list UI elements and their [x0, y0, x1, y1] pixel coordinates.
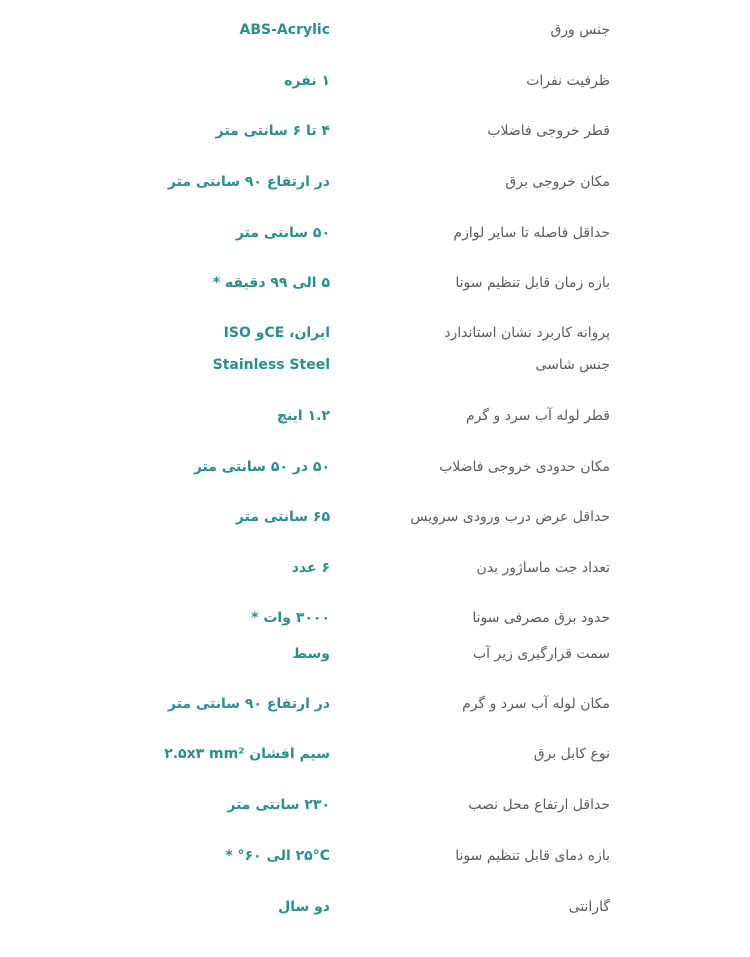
spec-label: مکان حدودی خروجی فاضلاب	[439, 459, 610, 475]
spec-label: حداقل ارتفاع محل نصب	[468, 797, 610, 813]
spec-value: ۲۳۰ سانتی متر	[227, 797, 330, 813]
spec-label: بازه زمان قابل تنظیم سونا	[455, 275, 610, 291]
spec-value: ۳۰۰۰ وات *	[251, 610, 330, 626]
spec-row-seat-side	[0, 642, 750, 666]
spec-label: قطر لوله آب سرد و گرم	[466, 408, 610, 424]
spec-row-sauna-time-range	[0, 271, 750, 295]
spec-label: حدود برق مصرفی سونا	[472, 610, 610, 626]
spec-label: گارانتی	[568, 899, 610, 915]
spec-value: دو سال	[278, 899, 330, 915]
spec-row-drain-approx-location	[0, 455, 750, 479]
spec-value: ۱ نفره	[284, 73, 330, 89]
spec-value: ۲۵°C الی ۶۰° *	[225, 848, 330, 864]
spec-label: حداقل فاصله تا سایر لوازم	[453, 225, 610, 241]
spec-value: وسط	[292, 646, 330, 662]
spec-row-sauna-temp-range	[0, 844, 750, 868]
spec-label: ظرفیت نفرات	[526, 73, 610, 89]
spec-row-capacity	[0, 69, 750, 93]
spec-row-water-pipe-location	[0, 692, 750, 716]
spec-label: جنس ورق	[550, 22, 610, 38]
spec-value: ۱.۲ اینچ	[276, 408, 330, 424]
spec-value: ۵ الی ۹۹ دقیقه *	[212, 275, 330, 291]
spec-row-water-pipe-diameter	[0, 404, 750, 428]
spec-label: سمت قرارگیری زیر آب	[472, 646, 610, 662]
spec-value: ۶۵ سانتی متر	[235, 509, 330, 525]
spec-value: ۶ عدد	[291, 560, 330, 576]
spec-label: مکان لوله آب سرد و گرم	[462, 696, 610, 712]
spec-value: ۴ تا ۶ سانتی متر	[215, 123, 330, 139]
spec-label: حداقل عرض درب ورودی سرویس	[410, 509, 610, 525]
spec-value: سیم افشان ۲.۵x۳ mm²	[164, 746, 330, 762]
spec-row-power-consumption	[0, 606, 750, 630]
spec-row-min-clearance	[0, 221, 750, 245]
spec-row-massage-jets	[0, 556, 750, 580]
spec-row-chassis-material	[0, 353, 750, 377]
spec-label: تعداد جت ماساژور بدن	[476, 560, 610, 576]
spec-row-standard-certificates	[0, 321, 750, 345]
spec-label: بازه دمای قابل تنظیم سونا	[455, 848, 610, 864]
spec-row-min-door-width	[0, 505, 750, 529]
spec-label: جنس شاسی	[535, 357, 610, 373]
spec-value: ABS-Acrylic	[239, 22, 330, 38]
spec-value: ایران، CEو ISO	[223, 325, 330, 341]
spec-row-sheet-material	[0, 18, 750, 42]
spec-value: Stainless Steel	[212, 357, 330, 373]
spec-label: قطر خروجی فاضلاب	[487, 123, 610, 139]
spec-row-min-install-height	[0, 793, 750, 817]
spec-label: مکان خروجی برق	[505, 174, 610, 190]
spec-value: ۵۰ سانتی متر	[235, 225, 330, 241]
spec-value: در ارتفاع ۹۰ سانتی متر	[167, 696, 330, 712]
spec-value: ۵۰ در ۵۰ سانتی متر	[193, 459, 330, 475]
spec-value: در ارتفاع ۹۰ سانتی متر	[167, 174, 330, 190]
spec-row-warranty	[0, 895, 750, 919]
spec-row-power-outlet-location	[0, 170, 750, 194]
spec-label: پروانه کاربرد نشان استاندارد	[444, 325, 610, 341]
spec-row-drain-diameter	[0, 119, 750, 143]
spec-label: نوع کابل برق	[533, 746, 610, 762]
spec-row-cable-type	[0, 742, 750, 766]
